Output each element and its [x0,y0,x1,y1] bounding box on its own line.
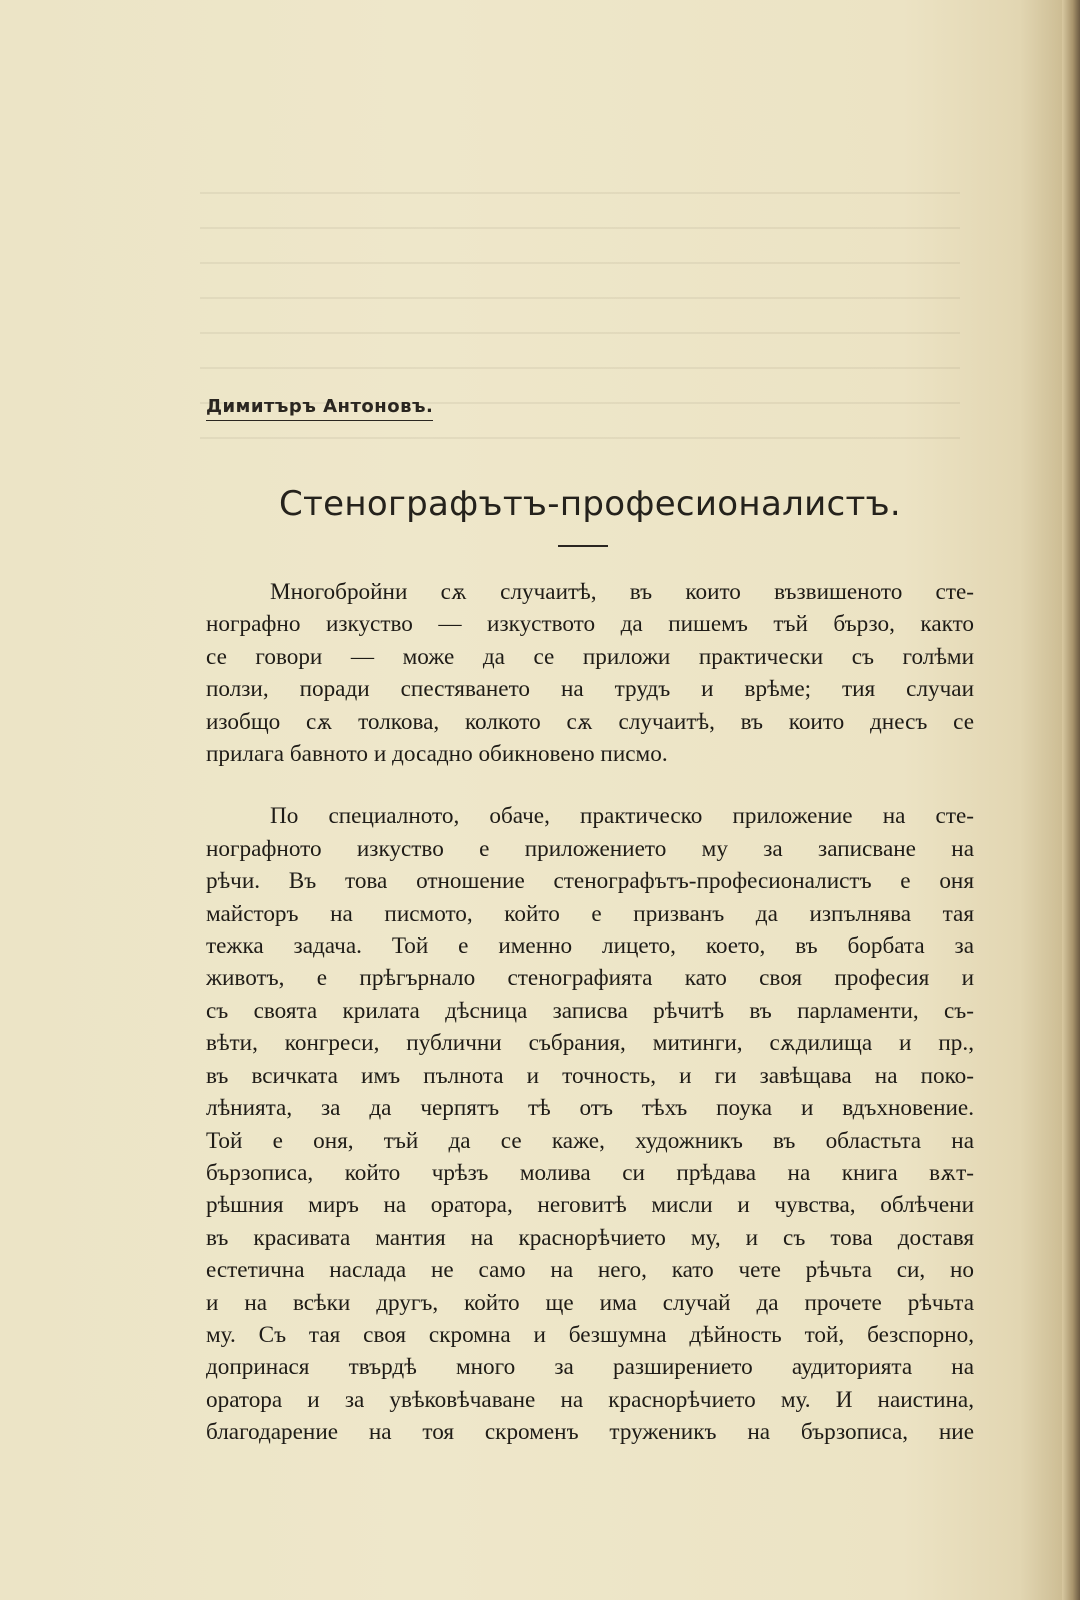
text-line: рѣчи. Въ това отношение стенографътъ-професионалистъ е оня [206,868,974,895]
text-line: майсторъ на писмото, който е призванъ да изпълнява тая [206,900,974,927]
text-line: Многобройни сѫ случаитѣ, въ които възвишеното сте- [270,579,974,605]
text-line: оратора и за увѣковѣчаване на краснорѣчието му. И наистина, [206,1386,974,1413]
text-line: вѣти, конгреси, публични събрания, митинги, сѫдилища и пр., [206,1030,974,1057]
text-line: въ всичката имъ пълнота и точность, и ги завѣщава на поко- [206,1062,974,1089]
text-line: ползи, поради спестяването на трудъ и врѣме; тия случаи [206,676,974,703]
text-line: естетична наслада не само на него, като чете рѣчьта си, но [206,1257,974,1284]
text-line: изобщо сѫ толкова, колкото сѫ случаитѣ, въ които днесъ се [206,708,974,735]
article-body [206,576,974,1449]
text-line: съ своята крилата дѣсница записва рѣчитѣ въ парламенти, съ- [206,997,974,1024]
bleed-through-texture [200,170,960,470]
text-line: По специалното, обаче, практическо приложение на сте- [270,803,974,830]
text-line: допринася твърдѣ много за разширението аудиторията на [206,1354,974,1381]
text-line: благодарение на тоя скроменъ труженикъ на бързописа, ние [206,1419,974,1446]
text-line: нографното изкуство е приложението му за записване на [206,835,974,862]
text-line: му. Съ тая своя скромна и безшумна дѣйность той, безспорно, [206,1321,974,1348]
text-line: животъ, е прѣгърнало стенографията като своя професия и [206,965,974,992]
text-line: тежка задача. Той е именно лицето, което, въ борбата за [206,933,974,960]
text-line: прилага бавното и досадно обикновено писмо. [206,741,668,768]
text-line: лѣнията, за да черпятъ тѣ отъ тѣхъ поука и вдъхновение. [206,1095,974,1122]
text-line: и на всѣки другъ, който ще има случай да прочете рѣчьта [206,1289,974,1316]
paragraph-1 [206,576,974,770]
paragraph-2 [206,800,974,1448]
text-line: въ красивата мантия на краснорѣчието му, и съ това доставя [206,1224,974,1251]
text-line: бързописа, който чрѣзъ молива си прѣдава на книга вѫт- [206,1159,974,1186]
article-title: Стенографътъ-професионалистъ. [278,484,902,524]
author-name: Димитъръ Антоновъ. [206,396,433,421]
paragraph-gap [206,770,974,800]
text-line: се говори — може да се приложи практически съ голѣми [206,643,974,670]
text-line: нографно изкуство — изкуството да пишемъ тъй бързо, както [206,611,974,638]
text-line: рѣшния миръ на оратора, неговитѣ мисли и чувства, облѣчени [206,1192,974,1219]
text-line: Той е оня, тъй да се каже, художникъ въ областьта на [206,1127,974,1154]
title-divider [558,545,608,547]
page-edge-shadow [1062,0,1080,1600]
